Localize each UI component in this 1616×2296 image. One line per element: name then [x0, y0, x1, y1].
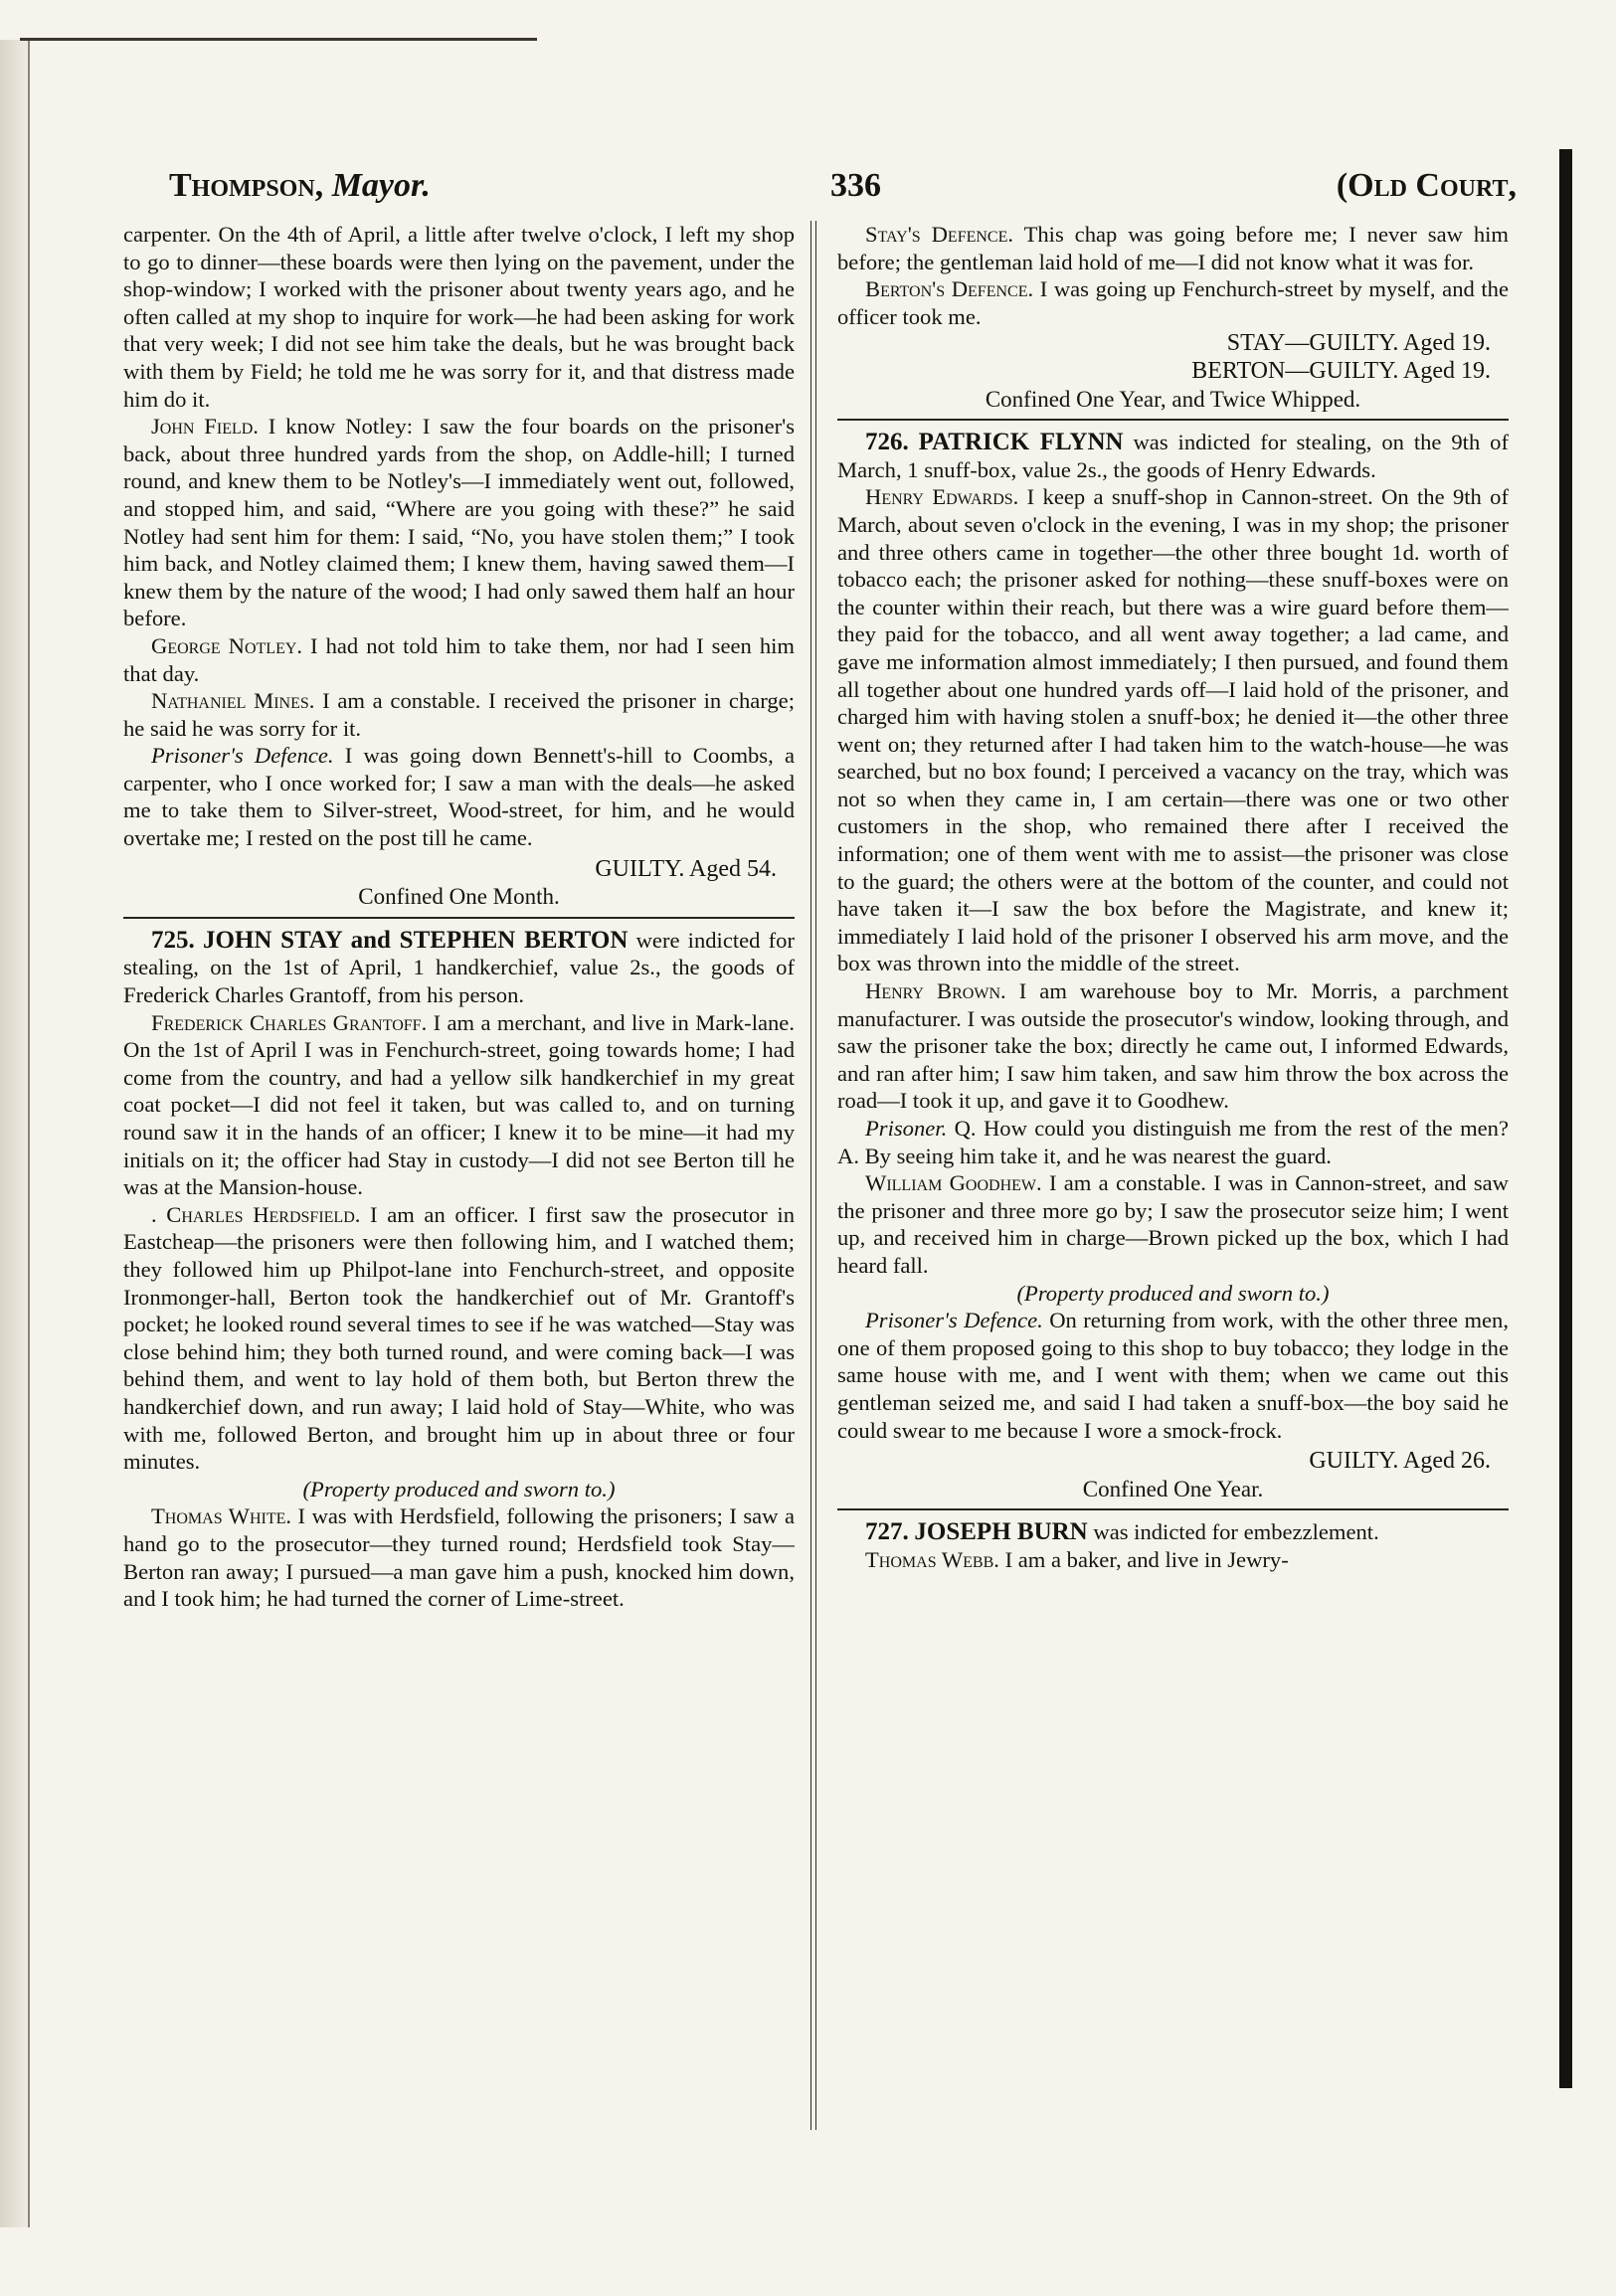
speaker-name: Prisoner. [865, 1116, 948, 1141]
case-divider [837, 419, 1509, 421]
running-head-left: Thompson, Mayor. [169, 167, 431, 204]
speaker-name: John Field. [151, 414, 259, 440]
column-rule [810, 221, 816, 2130]
speaker-name: William Goodhew. [865, 1170, 1042, 1196]
verdict: BERTON—GUILTY. Aged 19. [1191, 357, 1491, 384]
testimony: Prisoner's Defence. I was going down Bennett's-hill to Coombs, a carpenter, who I once worked for; I saw a man with the deals—he asked me to take them to Silver-street, Wood-street, for him, and he would overtake me; I rested on the post till he came. [123, 743, 795, 851]
testimony: Henry Edwards. I keep a snuff-shop in Cannon-street. On the 9th of March, about seven o'clock in the evening, I was in my shop; the prisoner and three others came in together—the other three bought 1d. worth of tobacco each; the prisoner asked for nothing—these snuff-boxes were on the counter within their reach, but there was a wire guard before them—they paid for the tobacco, and all went away together; a lad came, and gave me information almost immediately; I then pursued, and found them all together about one hundred yards off—I laid hold of the prisoner, and charged him with having stolen a snuff-box; he denied it—the other three went on; they returned after I had taken him to the watch-house—he was searched, but no box found; I perceived a vacancy on the tray, which was not so when they came in, I am certain—there was one or two other customers in the shop, who remained there after I received the information; one of them went with me to assist—the prisoner was close to the guard; the others were at the bottom of the counter, and could not have taken it—I saw the box before the Magistrate, and knew it; immediately I laid hold of the prisoner I observed his arm move, and the box was thrown into the middle of the street. [837, 484, 1509, 976]
speaker-name: Henry Brown. [865, 978, 1006, 1004]
sentence: Confined One Year. [1082, 1476, 1264, 1501]
testimony: Thomas White. I was with Herdsfield, following the prisoners; I saw a hand go to the prosecutor—they turned round; Herdsfield took Stay—Berton ran away; I pursued—a man gave him a push, knocked him down, and I took him; he had turned the corner of Lime-street. [123, 1503, 795, 1612]
verdict: GUILTY. Aged 54. [595, 855, 777, 882]
verdict: STAY—GUILTY. Aged 19. [1226, 330, 1491, 357]
paragraph: carpenter. On the 4th of April, a little after twelve o'clock, I left my shop to go to dinner—these boards were then lying on the pavement, under the shop-window; I worked with the prisoner about twenty years ago, and he often called at my shop to inquire for work—he had been asking for work that very week; I did not see him take the deals, but he was brought back with them by Field; he told me he was sorry for it, and that distress made him do it. [123, 222, 795, 412]
running-head-right: (Old Court, [1336, 167, 1517, 204]
left-column [123, 221, 795, 2140]
testimony: John Field. I know Notley: I saw the four boards on the prisoner's back, about three hundred yards from the shop, on Addle-hill; I turned round, and knew them to be Notley's—I immediately went out, followed, and stopped him, and said, “Where are you going with these?” he said Notley had sent him for them: I said, “No, you have stolen them;” I took him back, and Notley claimed them; I knew them, having sawed them—I knew them by the nature of the wood; I had only sawed them half an hour before. [123, 414, 795, 631]
testimony: Prisoner's Defence. On returning from work, with the other three men, one of them proposed going to this shop to buy tobacco; they lodge in the same house with me, and I went with them; when we came out this gentleman seized me, and said I had taken a snuff-box—the boy said he could swear to me because I wore a smock-frock. [837, 1308, 1509, 1443]
speaker-name: . Charles Herdsfield. [151, 1201, 361, 1227]
testimony: George Notley. I had not told him to take them, nor had I seen him that day. [123, 632, 795, 686]
property-note: (Property produced and sworn to.) [1016, 1280, 1330, 1306]
testimony: Thomas Webb. I am a baker, and live in Jewry- [865, 1546, 1289, 1572]
sentence: Confined One Month. [358, 884, 560, 910]
case-heading: 725. JOHN STAY and STEPHEN BERTON were indicted for stealing, on the 1st of April, 1 handkerchief, value 2s., the goods of Frederick Charles Grantoff, from his person. [123, 926, 795, 1008]
testimony: . Charles Herdsfield. I am an officer. I first saw the prosecutor in Eastcheap—the prisoners were then following him, and I watched them; they followed him up Philpot-lane into Fenchurch-street, and opposite Ironmonger-hall, Berton took the handkerchief out of Mr. Grantoff's pocket; he looked round several times to see if he was watched—Stay was close behind him; they both turned round, and were coming back—I was behind them, and went to lay hold of them both, but Berton threw the handkerchief down, and run away; I laid hold of Stay—White, who was with me, followed Berton, and brought him up in about three or four minutes. [123, 1201, 795, 1475]
verdict: GUILTY. Aged 26. [1309, 1448, 1491, 1475]
testimony: William Goodhew. I am a constable. I was in Cannon-street, and saw the prisoner and three more go by; I saw the prosecutor seize him; I went up, and received him in charge—Brown picked up the box, which I had heard fall. [837, 1170, 1509, 1278]
case-divider [123, 917, 795, 919]
case-divider [837, 1508, 1509, 1510]
testimony: Nathaniel Mines. I am a constable. I received the prisoner in charge; he said he was sorry for it. [123, 688, 795, 741]
speaker-name: Stay's Defence. [865, 222, 1014, 247]
speaker-name: Nathaniel Mines. [151, 688, 315, 714]
scan-bar-right [1559, 149, 1572, 2088]
testimony: Berton's Defence. I was going up Fenchurch-street by myself, and the officer took me. [837, 276, 1509, 329]
document-page [109, 149, 1517, 2188]
property-note: (Property produced and sworn to.) [302, 1476, 616, 1501]
speaker-name: Prisoner's Defence. [865, 1308, 1043, 1333]
sentence: Confined One Year, and Twice Whipped. [985, 386, 1361, 412]
testimony: Stay's Defence. This chap was going before me; I never saw him before; the gentleman laid hold of me—I did not know what it was for. [837, 222, 1509, 274]
speaker-name: Thomas Webb. [865, 1546, 999, 1572]
running-head [169, 167, 1517, 217]
testimony: Frederick Charles Grantoff. I am a merchant, and live in Mark-lane. On the 1st of April I was in Fenchurch-street, going towards home; I had come from the country, and had a yellow silk handkerchief in my great coat pocket—I did not feel it taken, but was called to, and on turning round saw it in the hands of an officer; I knew it to be mine—it had my initials on it; the officer had Stay in custody—I did not see Berton till he was at the Mansion-house. [123, 1009, 795, 1200]
right-column [837, 221, 1509, 2140]
speaker-name: Thomas White. [151, 1503, 292, 1529]
case-heading: 726. PATRICK FLYNN was indicted for stealing, on the 9th of March, 1 snuff-box, value 2s., the goods of Henry Edwards. [837, 429, 1509, 482]
page-number: 336 [830, 167, 881, 204]
scan-edge-top [20, 38, 537, 41]
case-heading: 727. JOSEPH BURN was indicted for embezzlement. [865, 1518, 1379, 1546]
speaker-name: Berton's Defence. [865, 276, 1034, 302]
speaker-name: George Notley. [151, 632, 303, 658]
speaker-name: Henry Edwards. [865, 484, 1019, 510]
speaker-name: Frederick Charles Grantoff. [151, 1009, 428, 1035]
speaker-name: Prisoner's Defence. [151, 743, 334, 769]
testimony: Henry Brown. I am warehouse boy to Mr. Morris, a parchment manufacturer. I was outside the prosecutor's window, looking through, and saw the prisoner take the box; directly he came out, I informed Edwards, and ran after him; I saw him taken, and saw him throw the box across the road—I took it up, and gave it to Goodhew. [837, 978, 1509, 1114]
testimony: Prisoner. Q. How could you distinguish me from the rest of the men? A. By seeing him take it, and he was nearest the guard. [837, 1116, 1509, 1168]
scan-edge-left [0, 40, 30, 2227]
